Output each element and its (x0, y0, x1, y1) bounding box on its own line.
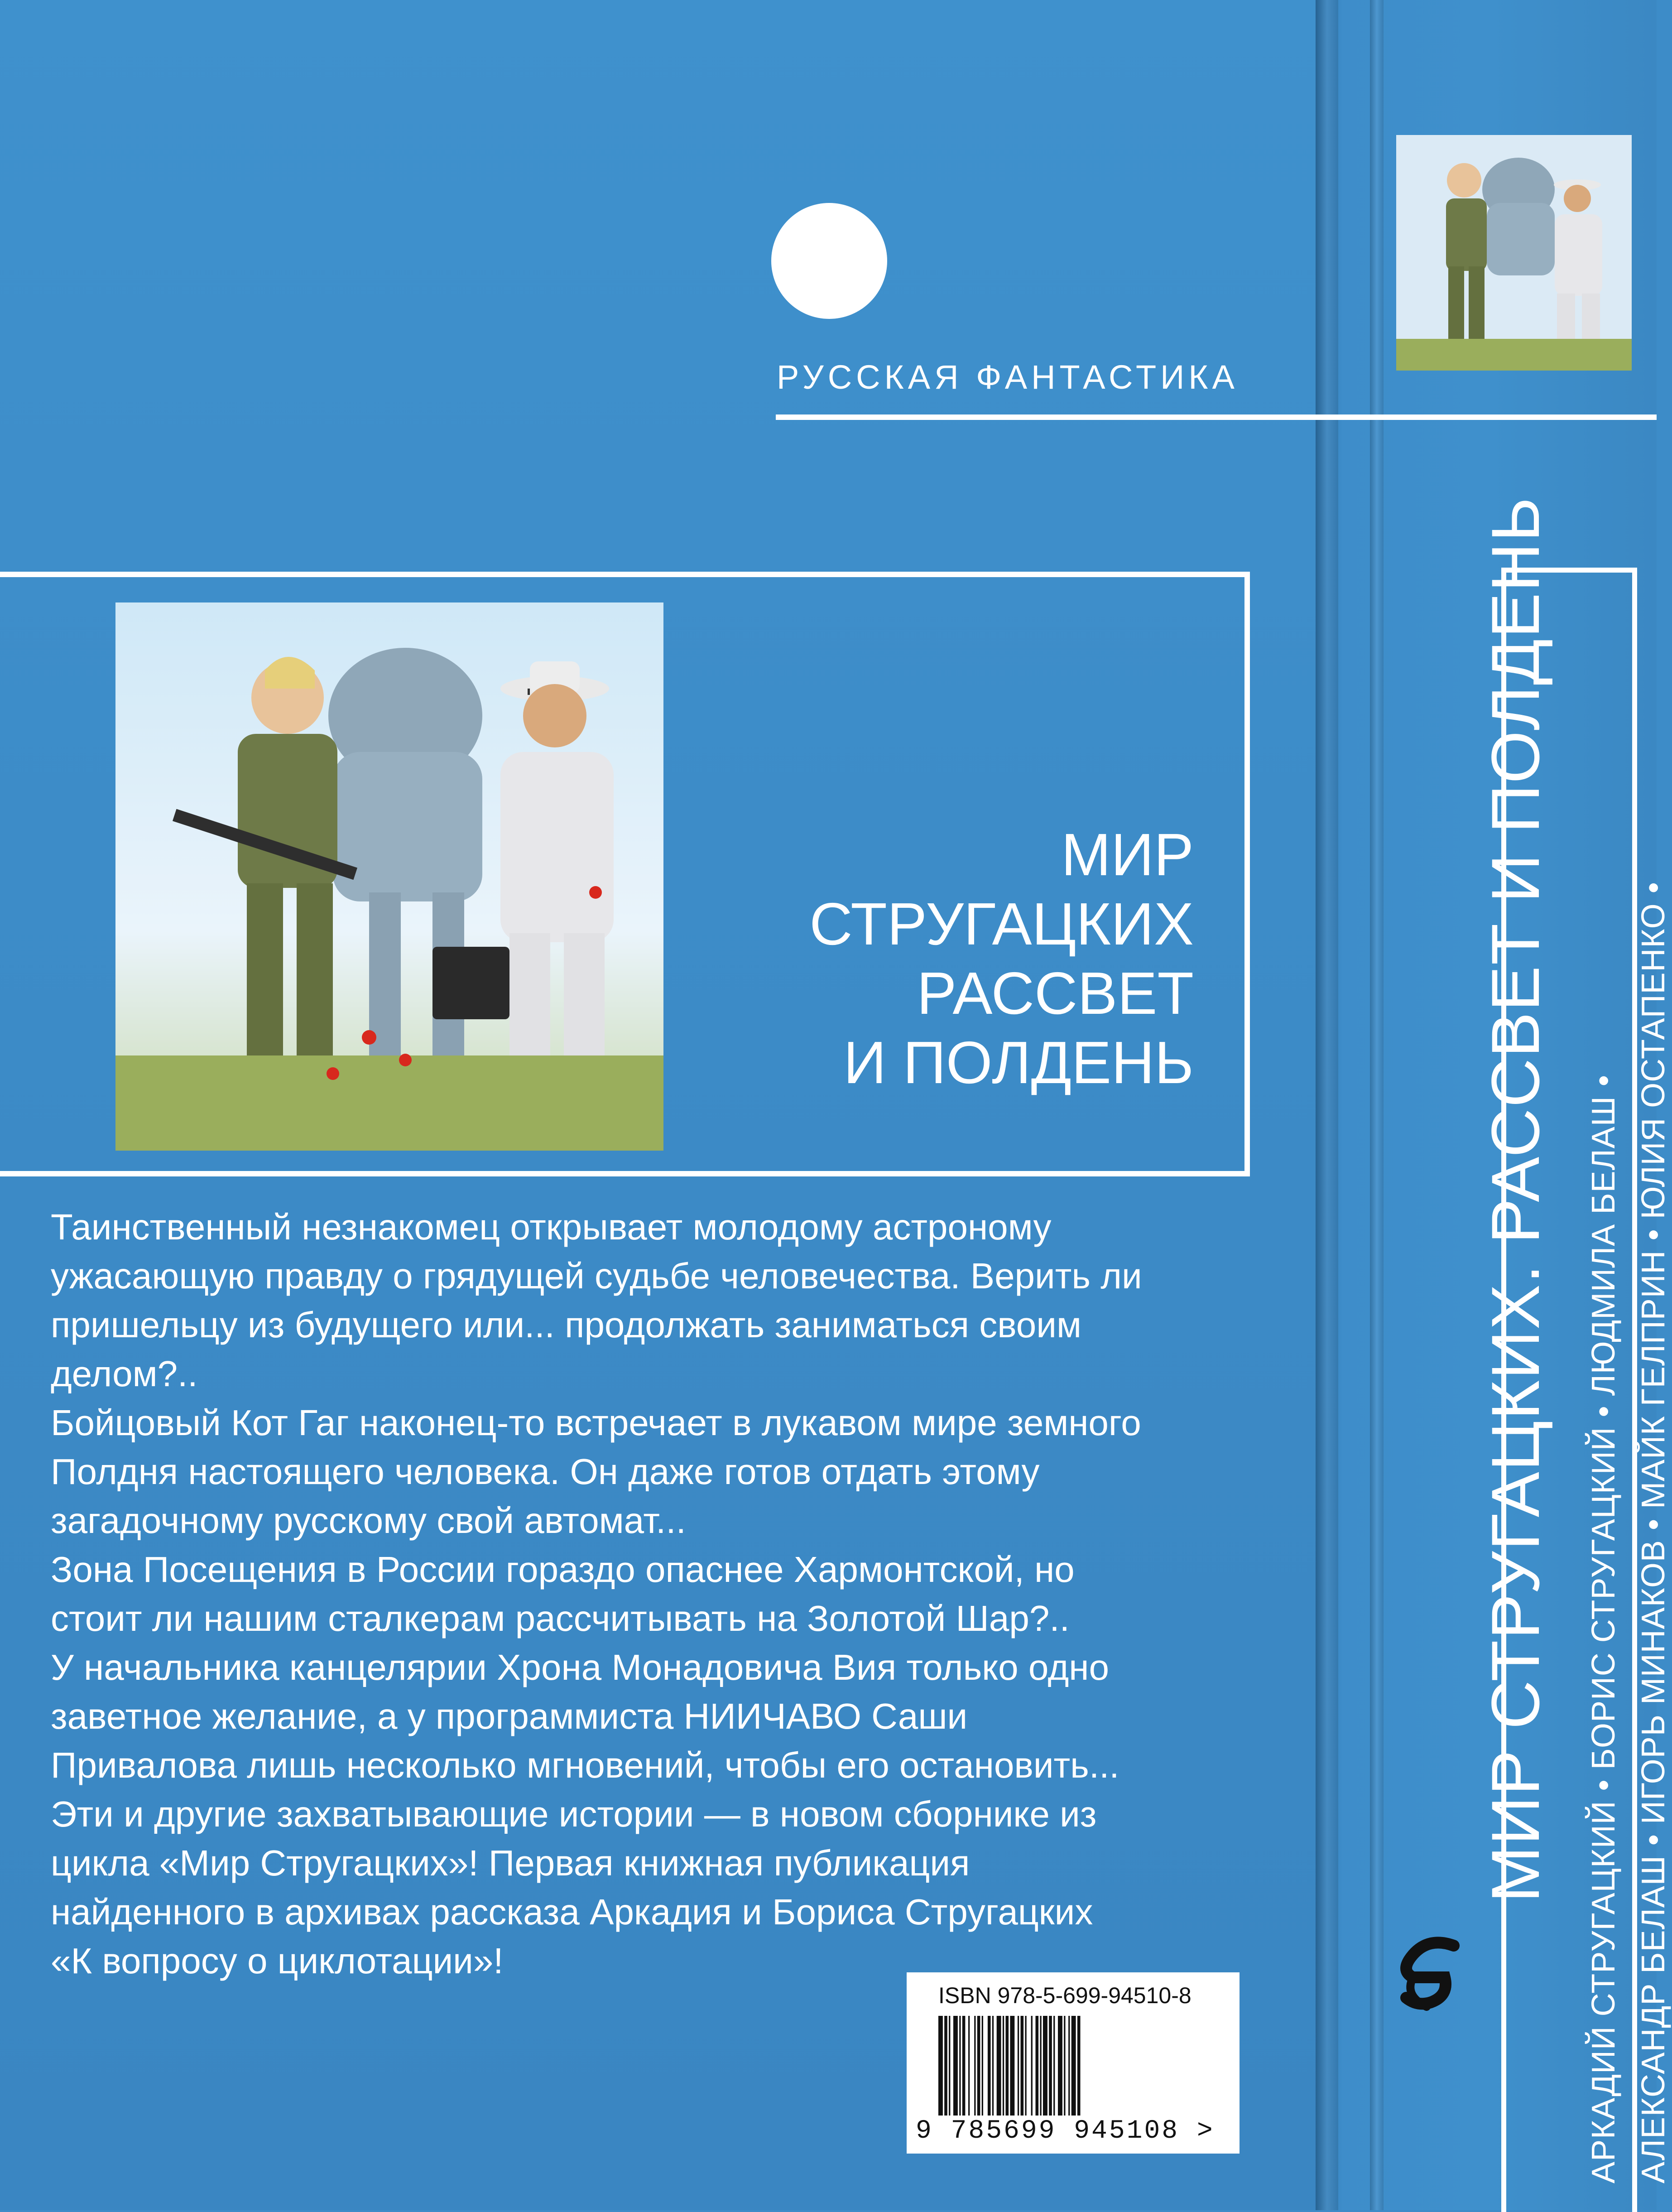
annotation-line: Полдня настоящего человека. Он даже готов отдать этому (51, 1451, 1040, 1492)
annotation-line: «К вопросу о циклотации»! (51, 1941, 504, 1981)
barcode-digits: 9 785699 945108 > (916, 2116, 1215, 2146)
annotation-line: загадочному русскому свой автомат... (51, 1500, 686, 1541)
isbn-number: ISBN 978-5-699-94510-8 (938, 1983, 1192, 2008)
annotation-line: стоит ли нашим сталкерам рассчитывать на Золотой Шар?.. (51, 1598, 1070, 1639)
annotation-line: Зона Посещения в России гораздо опаснее Хармонтской, но (51, 1549, 1075, 1590)
annotation-line: Эти и другие захватывающие истории — в новом сборнике из (51, 1794, 1097, 1834)
series-label: РУССКАЯ ФАНТАСТИКА (777, 358, 1239, 396)
annotation-line: Привалова лишь несколько мгновений, чтобы его остановить... (51, 1745, 1119, 1785)
spine-authors: АРКАДИЙ СТРУГАЦКИЙ • БОРИС СТРУГАЦКИЙ • ЛЮДМИЛА БЕЛАШ • (1586, 1075, 1622, 2183)
spine-authors: АЛЕКСАНДР БЕЛАШ • ИГОРЬ МИНАКОВ • МАЙК ГЕЛПРИН • ЮЛИЯ ОСТАПЕНКО • (1635, 882, 1672, 2183)
title-line: СТРУГАЦКИХ (809, 891, 1194, 957)
annotation-line: пришельцу из будущего или... продолжать заниматься своим (51, 1305, 1081, 1345)
annotation-line: Таинственный незнакомец открывает молодому астроному (51, 1207, 1052, 1247)
barcode-icon (938, 2016, 1210, 2116)
annotation-line: цикла «Мир Стругацких»! Первая книжная публикация (51, 1843, 970, 1883)
spine-title: МИР СТРУГАЦКИХ. РАССВЕТ И ПОЛДЕНЬ (1477, 496, 1553, 1903)
book-title (560, 820, 1194, 1097)
spine-groove-left (1316, 0, 1338, 2210)
spine-groove-inner (1370, 0, 1384, 2210)
annotation-line: У начальника канцелярии Хрона Монадовича Вия только одно (51, 1647, 1109, 1687)
spine-illustration (1396, 135, 1632, 371)
annotation-line: делом?.. (51, 1354, 198, 1394)
annotation-line: Бойцовый Кот Гаг наконец-то встречает в лукавом мире земного (51, 1402, 1141, 1443)
annotation-line: заветное желание, а у программиста НИИЧАВО Саши (51, 1696, 968, 1736)
title-line: МИР (1061, 821, 1194, 888)
barcode-panel (907, 1972, 1240, 2154)
title-line: И ПОЛДЕНЬ (843, 1029, 1194, 1096)
annotation-line: найденного в архивах рассказа Аркадия и Бориса Стругацких (51, 1892, 1093, 1932)
series-divider (776, 414, 1657, 420)
publisher-logo-icon (1386, 1928, 1476, 2018)
book-annotation (51, 1203, 1283, 1985)
annotation-line: ужасающую правду о грядущей судьбе человечества. Верить ли (51, 1256, 1142, 1296)
series-circle-icon (771, 203, 887, 319)
title-line: РАССВЕТ (917, 960, 1194, 1026)
